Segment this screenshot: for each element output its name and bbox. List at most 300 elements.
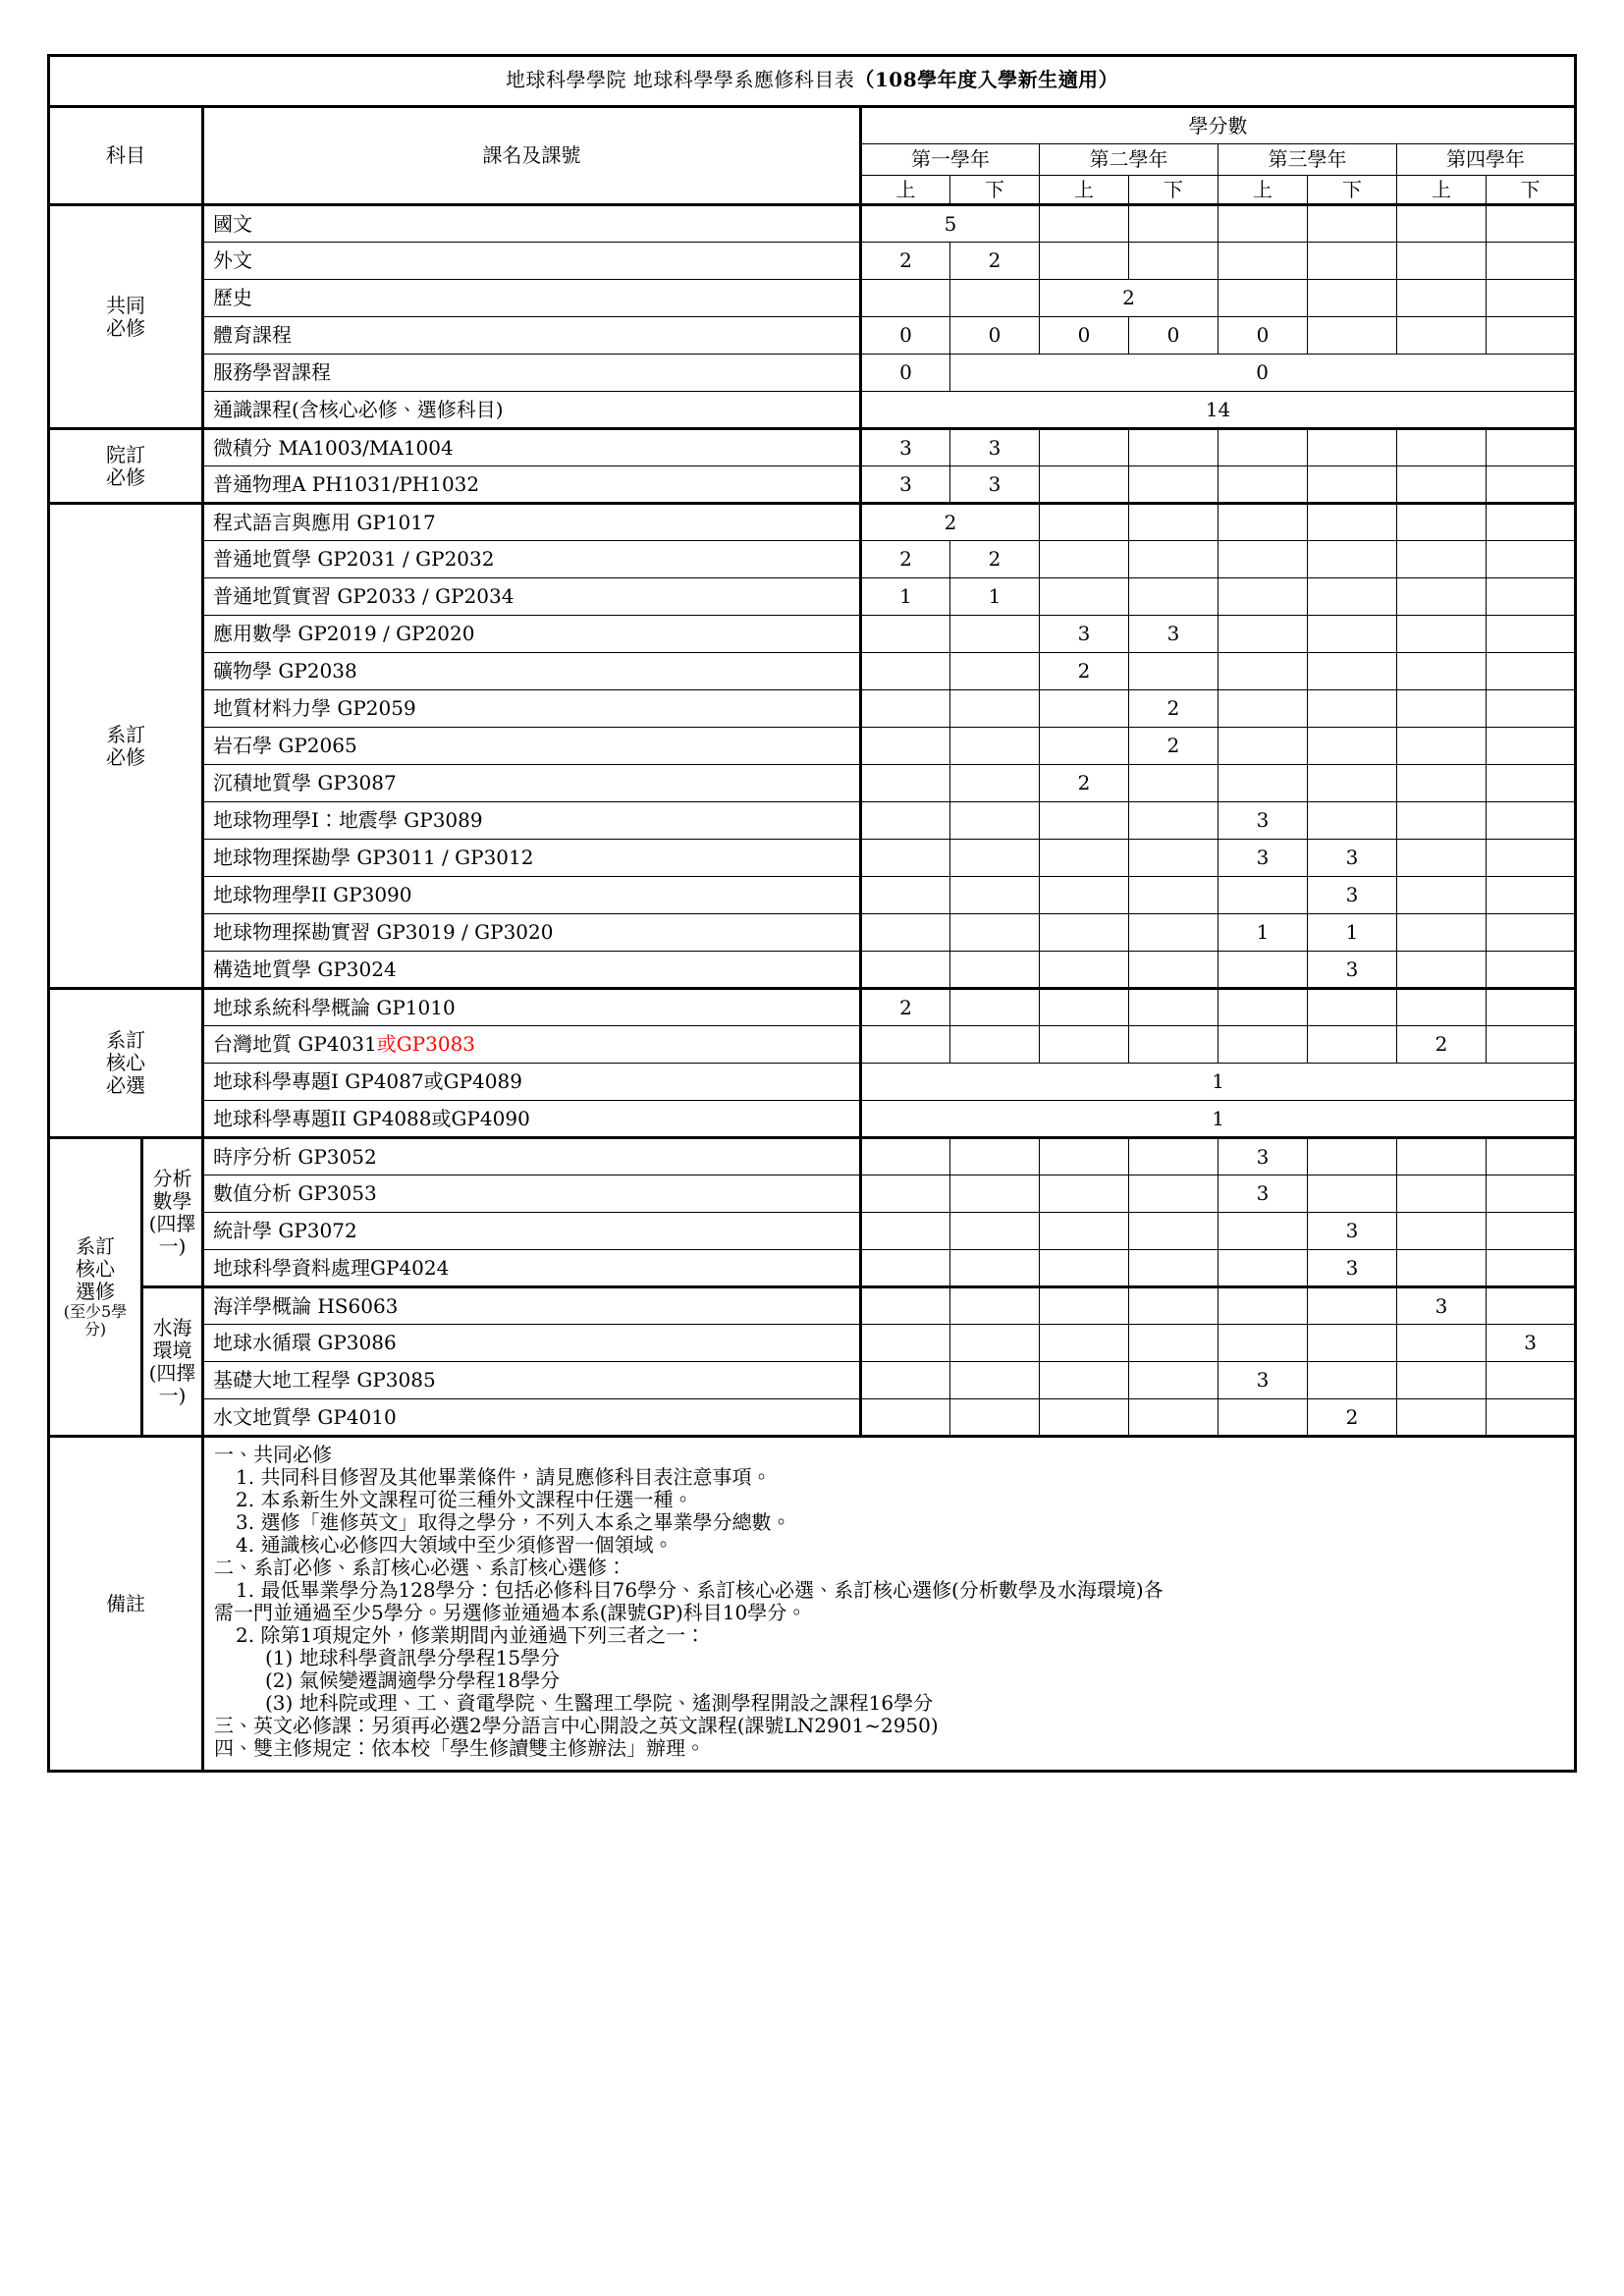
remarks-line: 2. 除第1項規定外，修業期間內並通過下列三者之一：: [236, 1623, 706, 1647]
remarks-line: 一、共同必修: [214, 1443, 332, 1466]
course-name-cell: 地球科學資料處理GP4024: [203, 1250, 861, 1287]
header-row-top: [49, 107, 1576, 144]
course-name-text: 地球物理探勘實習 GP3019 / GP3020: [213, 920, 554, 944]
credit-cell: 3: [1308, 952, 1397, 989]
elective-group-label-1: 水海 環境 (四擇一): [142, 1287, 203, 1437]
credit-cell: [1308, 504, 1397, 541]
credit-cell: 2: [861, 989, 950, 1026]
credit-cell: [950, 1138, 1040, 1175]
table-row: [49, 355, 1576, 392]
table-row: [49, 952, 1576, 989]
credit-cell: [1308, 802, 1397, 840]
remarks-row: [49, 1437, 1576, 1772]
credit-cell: [1397, 504, 1487, 541]
credit-cell: 5: [861, 205, 1040, 243]
course-name-text: 程式語言與應用 GP1017: [213, 510, 436, 534]
credit-cell: [1040, 541, 1129, 578]
credit-cell: [1397, 1138, 1487, 1175]
credit-cell: [1397, 616, 1487, 653]
credit-cell: [1218, 690, 1308, 728]
credit-cell: [1129, 243, 1218, 280]
course-name-text: 服務學習課程: [213, 360, 331, 384]
remarks-line: 2. 本系新生外文課程可從三種外文課程中任選一種。: [236, 1488, 693, 1511]
course-name-cell: [203, 1101, 861, 1138]
credit-cell: [1218, 504, 1308, 541]
table-row: [49, 1362, 1576, 1399]
credit-cell: [1487, 1362, 1576, 1399]
credit-cell: [1397, 765, 1487, 802]
remarks-line: 四、雙主修規定：依本校「學生修讀雙主修辦法」辦理。: [214, 1736, 705, 1760]
remarks-line: 4. 通識核心必修四大領域中至少須修習一個領域。: [236, 1533, 674, 1557]
credit-cell: [861, 802, 950, 840]
credit-cell: [861, 728, 950, 765]
credit-cell: [1397, 1325, 1487, 1362]
credit-cell: [1487, 952, 1576, 989]
credit-cell: [1487, 840, 1576, 877]
course-name-text: 地質材料力學 GP2059: [213, 696, 416, 720]
credit-cell: [1040, 802, 1129, 840]
credit-cell: [1487, 653, 1576, 690]
credit-cell: [1487, 317, 1576, 355]
credit-cell: 3: [1308, 1250, 1397, 1287]
credit-cell: 2: [1308, 1399, 1397, 1437]
credit-cell: [1129, 653, 1218, 690]
credit-cell: [1129, 1138, 1218, 1175]
credit-cell: [1487, 616, 1576, 653]
curriculum-table: [47, 54, 1577, 1773]
header-term-1: 上: [861, 176, 950, 205]
credit-cell: [1129, 1175, 1218, 1213]
credit-cell: [1308, 1362, 1397, 1399]
credit-cell: [1487, 1250, 1576, 1287]
credit-cell: 2: [1040, 280, 1218, 317]
table-row: [49, 1250, 1576, 1287]
table-row: [49, 1026, 1576, 1064]
credit-cell: 3: [950, 466, 1040, 504]
credit-cell: [1129, 1250, 1218, 1287]
course-name-cell: 海洋學概論 HS6063: [203, 1287, 861, 1325]
credit-cell: 1: [1218, 914, 1308, 952]
remarks-label: 備註: [49, 1437, 203, 1772]
course-name-cell: 統計學 GP3072: [203, 1213, 861, 1250]
credit-cell: [1397, 802, 1487, 840]
table-row: [49, 877, 1576, 914]
table-row: [49, 653, 1576, 690]
course-name-cell: [203, 541, 861, 578]
credit-cell: [1487, 1138, 1576, 1175]
credit-cell: [1040, 1250, 1129, 1287]
course-name-cell: [203, 952, 861, 989]
credit-cell: [861, 877, 950, 914]
header-course-cell: 課名及課號: [203, 107, 861, 205]
table-row: [49, 392, 1576, 429]
course-name-cell: [203, 840, 861, 877]
credit-cell: [1397, 1250, 1487, 1287]
credit-cell: 3: [1218, 840, 1308, 877]
credit-cell: [1129, 466, 1218, 504]
course-name-text: 沉積地質學 GP3087: [213, 771, 397, 794]
table-row: [49, 504, 1576, 541]
elective-group-label-0: 分析 數學 (四擇一): [142, 1138, 203, 1287]
credit-cell: [861, 616, 950, 653]
credit-cell: [1487, 504, 1576, 541]
credit-cell: [950, 840, 1040, 877]
credit-cell: [1218, 466, 1308, 504]
credit-cell: [950, 1175, 1040, 1213]
credit-cell: 3: [1040, 616, 1129, 653]
credit-cell: 2: [861, 504, 1040, 541]
credit-cell: [1397, 317, 1487, 355]
credit-cell: [861, 1175, 950, 1213]
credit-cell: [1397, 243, 1487, 280]
credit-cell: [1487, 466, 1576, 504]
credit-cell: 2: [861, 541, 950, 578]
credit-cell: [1397, 1213, 1487, 1250]
credit-cell: [1218, 1287, 1308, 1325]
course-name-text: 普通地質實習 GP2033 / GP2034: [213, 584, 514, 608]
table-row: [49, 1399, 1576, 1437]
section-category-0: 共同 必修: [49, 205, 203, 429]
credit-cell: [1487, 877, 1576, 914]
credit-cell: 14: [861, 392, 1576, 429]
credit-cell: [1487, 578, 1576, 616]
credit-cell: [1308, 616, 1397, 653]
credit-cell: [1040, 578, 1129, 616]
remarks-line: 三、英文必修課：另須再必選2學分語言中心開設之英文課程(課號LN2901~2950): [214, 1714, 939, 1737]
credit-cell: [1218, 541, 1308, 578]
course-name-text: 構造地質學 GP3024: [213, 957, 397, 981]
credit-cell: [1040, 1399, 1129, 1437]
credit-cell: [1397, 1362, 1487, 1399]
credit-cell: 0: [950, 355, 1576, 392]
credit-cell: [1040, 728, 1129, 765]
course-name-cell: [203, 429, 861, 466]
course-name-cell: [203, 504, 861, 541]
remarks-line: 1. 最低畢業學分為128學分：包括必修科目76學分、系訂核心必選、系訂核心選修(分析數學及水海環境)各: [236, 1578, 1164, 1602]
credit-cell: [1397, 429, 1487, 466]
course-name-cell: 數值分析 GP3053: [203, 1175, 861, 1213]
credit-cell: [1218, 728, 1308, 765]
credit-cell: [1487, 989, 1576, 1026]
credit-cell: [1218, 952, 1308, 989]
credit-cell: 0: [1218, 317, 1308, 355]
credit-cell: 3: [1129, 616, 1218, 653]
credit-cell: [1129, 1287, 1218, 1325]
credit-cell: 2: [1397, 1026, 1487, 1064]
credit-cell: [950, 1213, 1040, 1250]
elective-category-label: 系訂 核心 選修: [76, 1233, 115, 1303]
credit-cell: 2: [950, 243, 1040, 280]
course-name-cell: [203, 914, 861, 952]
course-name-cell: [203, 616, 861, 653]
credit-cell: [861, 1138, 950, 1175]
course-name-text: 通識課程(含核心必修、選修科目): [213, 397, 504, 421]
credit-cell: 3: [1487, 1325, 1576, 1362]
credit-cell: [1218, 1026, 1308, 1064]
table-header-group: [49, 107, 1576, 205]
course-name-cell: [203, 280, 861, 317]
credit-cell: 3: [1218, 1362, 1308, 1399]
course-name-text: 地球物理探勘學 GP3011 / GP3012: [213, 846, 534, 869]
table-row: [49, 1138, 1576, 1175]
section-category-2: 系訂 必修: [49, 504, 203, 989]
table-row: [49, 989, 1576, 1026]
course-name-cell: [203, 765, 861, 802]
table-row: [49, 1287, 1576, 1325]
credit-cell: [1397, 280, 1487, 317]
credit-cell: [1308, 280, 1397, 317]
credit-cell: 0: [1040, 317, 1129, 355]
course-name-cell: [203, 243, 861, 280]
credit-cell: 1: [861, 578, 950, 616]
credit-cell: 2: [1040, 765, 1129, 802]
credit-cell: [1308, 541, 1397, 578]
credit-cell: [861, 690, 950, 728]
credit-cell: 2: [1129, 728, 1218, 765]
title-row: [49, 56, 1576, 107]
credit-cell: [1040, 914, 1129, 952]
credit-cell: [1040, 1325, 1129, 1362]
credit-cell: [950, 653, 1040, 690]
credit-cell: [861, 1325, 950, 1362]
credit-cell: [1487, 280, 1576, 317]
credit-cell: [861, 952, 950, 989]
credit-cell: [950, 877, 1040, 914]
course-name-cell: 水文地質學 GP4010: [203, 1399, 861, 1437]
course-name-text: 台灣地質 GP4031: [213, 1032, 377, 1056]
credit-cell: [1218, 243, 1308, 280]
table-row: [49, 1213, 1576, 1250]
credit-cell: [1308, 989, 1397, 1026]
credit-cell: [1040, 1362, 1129, 1399]
course-name-cell: [203, 877, 861, 914]
credit-cell: [1040, 466, 1129, 504]
credit-cell: [1129, 802, 1218, 840]
credit-cell: [1129, 1213, 1218, 1250]
credit-cell: [1129, 1362, 1218, 1399]
credit-cell: 2: [1129, 690, 1218, 728]
credit-cell: 3: [1308, 877, 1397, 914]
credit-cell: [1129, 989, 1218, 1026]
credit-cell: [1129, 1325, 1218, 1362]
credit-cell: 3: [1308, 840, 1397, 877]
credit-cell: [861, 914, 950, 952]
credit-cell: [1040, 205, 1129, 243]
credit-cell: 0: [1129, 317, 1218, 355]
remarks-line: (2) 氣候變遷調適學分學程18學分: [265, 1668, 561, 1692]
course-name-cell: [203, 1026, 861, 1064]
credit-cell: [1397, 914, 1487, 952]
credit-cell: 2: [1040, 653, 1129, 690]
credit-cell: 1: [861, 1101, 1576, 1138]
credit-cell: [1129, 840, 1218, 877]
credit-cell: [1397, 578, 1487, 616]
credit-cell: [1040, 690, 1129, 728]
credit-cell: [1308, 578, 1397, 616]
credit-cell: [1040, 1138, 1129, 1175]
credit-cell: [1308, 765, 1397, 802]
credit-cell: [1040, 1287, 1129, 1325]
course-name-text: 地球物理學I：地震學 GP3089: [213, 808, 483, 832]
credit-cell: [1218, 429, 1308, 466]
section-category-3: 系訂 核心 必選: [49, 989, 203, 1138]
credit-cell: [1308, 205, 1397, 243]
credit-cell: 1: [1308, 914, 1397, 952]
credit-cell: [1308, 1138, 1397, 1175]
credit-cell: 3: [1397, 1287, 1487, 1325]
credit-cell: 2: [861, 243, 950, 280]
course-name-cell: [203, 466, 861, 504]
course-name-cell: [203, 392, 861, 429]
title-paren-text: （108學年度入學新生適用）: [854, 68, 1119, 91]
credit-cell: [861, 1362, 950, 1399]
course-name-text: 地球物理學II GP3090: [213, 883, 412, 906]
table-row: [49, 466, 1576, 504]
credit-cell: [1487, 1026, 1576, 1064]
credit-cell: [1218, 616, 1308, 653]
course-name-text: 微積分 MA1003/MA1004: [213, 435, 454, 460]
credit-cell: [1129, 914, 1218, 952]
credit-cell: [950, 690, 1040, 728]
credit-cell: [861, 765, 950, 802]
course-name-text: 體育課程: [213, 323, 292, 347]
credit-cell: [950, 952, 1040, 989]
credit-cell: [950, 1287, 1040, 1325]
course-name-text: 普通物理A PH1031/PH1032: [213, 471, 480, 496]
credit-cell: [1487, 728, 1576, 765]
table-row: [49, 280, 1576, 317]
credit-cell: [1308, 243, 1397, 280]
credit-cell: [1487, 541, 1576, 578]
course-name-text: 地球系統科學概論 GP1010: [213, 995, 456, 1019]
credit-cell: [1487, 205, 1576, 243]
credit-cell: [1040, 877, 1129, 914]
credit-cell: [1129, 205, 1218, 243]
credit-cell: [1487, 1287, 1576, 1325]
credit-cell: [1129, 1026, 1218, 1064]
remarks-line: 3. 選修「進修英文」取得之學分，不列入本系之畢業學分總數。: [236, 1510, 791, 1534]
table-row: [49, 1101, 1576, 1138]
credit-cell: [1487, 1175, 1576, 1213]
table-row: [49, 205, 1576, 243]
credit-cell: [1397, 952, 1487, 989]
credit-cell: [861, 1287, 950, 1325]
remarks-line: 1. 共同科目修習及其他畢業條件，請見應修科目表注意事項。: [236, 1465, 772, 1489]
table-row: [49, 728, 1576, 765]
credit-cell: [1397, 877, 1487, 914]
remarks-line: (3) 地科院或理、工、資電學院、生醫理工學院、遙測學程開設之課程16學分: [265, 1691, 934, 1715]
credit-cell: [950, 280, 1040, 317]
credit-cell: [1397, 690, 1487, 728]
elective-category: [49, 1138, 142, 1437]
table-row: [49, 578, 1576, 616]
credit-cell: [950, 1362, 1040, 1399]
credit-cell: 3: [1308, 1213, 1397, 1250]
course-name-cell: [203, 802, 861, 840]
credit-cell: [1218, 1399, 1308, 1437]
course-name-cell: [203, 728, 861, 765]
header-term-5: 上: [1218, 176, 1308, 205]
credit-cell: [1397, 840, 1487, 877]
credit-cell: [1397, 1399, 1487, 1437]
credit-cell: [861, 1250, 950, 1287]
credit-cell: [1129, 504, 1218, 541]
course-name-cell: [203, 653, 861, 690]
credit-cell: [1487, 243, 1576, 280]
credit-cell: [1218, 989, 1308, 1026]
credit-cell: [1487, 914, 1576, 952]
course-name-alt-code: 或GP3083: [376, 1032, 476, 1056]
credit-cell: 3: [861, 466, 950, 504]
credit-cell: 2: [950, 541, 1040, 578]
credit-cell: [1129, 765, 1218, 802]
course-name-text: 地球科學專題I GP4087或GP4089: [213, 1069, 522, 1093]
credit-cell: 3: [950, 429, 1040, 466]
title-main-text: 地球科學學院 地球科學學系應修科目表: [506, 68, 855, 91]
credit-cell: [1218, 765, 1308, 802]
credit-cell: [1218, 1325, 1308, 1362]
remarks-line: 二、系訂必修、系訂核心必選、系訂核心選修：: [214, 1556, 626, 1579]
header-year-3: 第三學年: [1218, 144, 1397, 176]
credit-cell: [1397, 466, 1487, 504]
credit-cell: [1129, 952, 1218, 989]
credit-cell: [1129, 578, 1218, 616]
header-term-2: 下: [950, 176, 1040, 205]
header-year-1: 第一學年: [861, 144, 1040, 176]
credit-cell: [1397, 205, 1487, 243]
credit-cell: [861, 1026, 950, 1064]
course-name-cell: [203, 989, 861, 1026]
credit-cell: [1487, 1213, 1576, 1250]
header-term-4: 下: [1129, 176, 1218, 205]
remarks-line: 需一門並通過至少5學分。另選修並通過本系(課號GP)科目10學分。: [214, 1601, 807, 1624]
credit-cell: [861, 1399, 950, 1437]
table-row: [49, 429, 1576, 466]
table-row: [49, 765, 1576, 802]
table-row: [49, 802, 1576, 840]
credit-cell: [950, 914, 1040, 952]
credit-cell: [1487, 765, 1576, 802]
course-name-cell: [203, 578, 861, 616]
credit-cell: 1: [950, 578, 1040, 616]
course-name-cell: [203, 355, 861, 392]
header-year-2: 第二學年: [1040, 144, 1218, 176]
table-row: [49, 840, 1576, 877]
credit-cell: [861, 280, 950, 317]
credit-cell: [950, 1399, 1040, 1437]
credit-cell: [1397, 541, 1487, 578]
credit-cell: [1308, 466, 1397, 504]
credit-cell: [1218, 1213, 1308, 1250]
credit-cell: [950, 802, 1040, 840]
header-year-4: 第四學年: [1397, 144, 1576, 176]
table-rows-group: [49, 205, 1576, 1772]
credit-cell: [1487, 802, 1576, 840]
credit-cell: [1308, 1287, 1397, 1325]
course-name-text: 國文: [213, 211, 252, 236]
section-category-1: 院訂 必修: [49, 429, 203, 504]
credit-cell: [1129, 877, 1218, 914]
credit-cell: [950, 616, 1040, 653]
credit-cell: [1218, 280, 1308, 317]
course-name-cell: 地球水循環 GP3086: [203, 1325, 861, 1362]
table-row: [49, 914, 1576, 952]
credit-cell: [1129, 541, 1218, 578]
credit-cell: 3: [1218, 1138, 1308, 1175]
course-name-text: 地球科學專題II GP4088或GP4090: [213, 1106, 530, 1130]
credit-cell: [1129, 429, 1218, 466]
credit-cell: [861, 840, 950, 877]
